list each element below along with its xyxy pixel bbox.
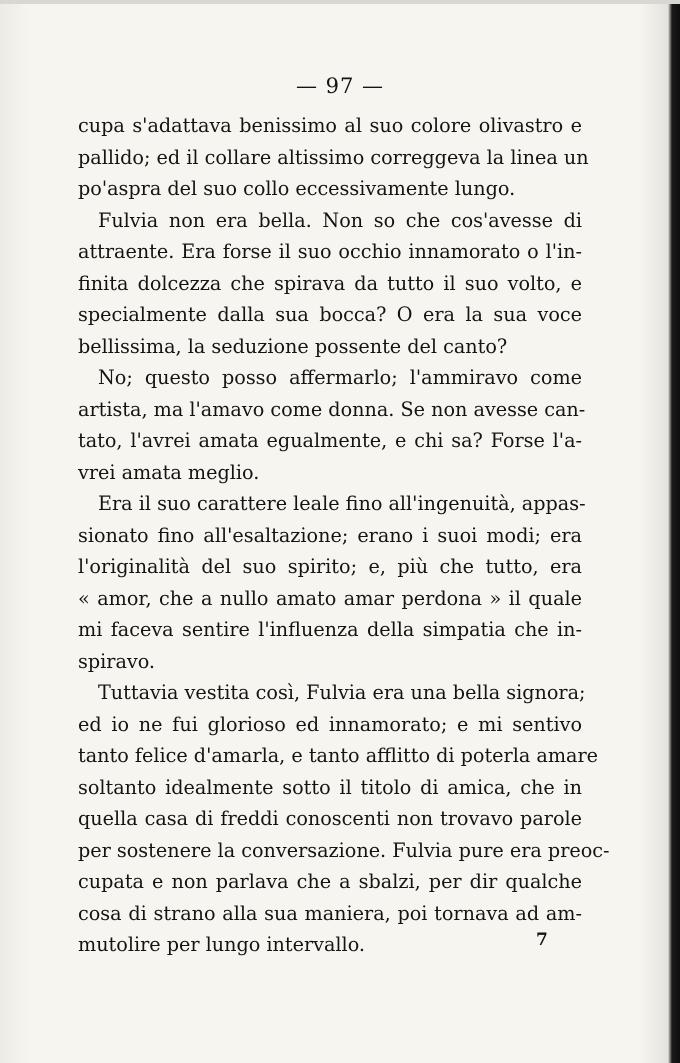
text-line: cupa s'adattava benissimo al suo colore olivastro e	[78, 114, 582, 137]
text-line: quella casa di freddi conoscenti non trovavo parole	[78, 807, 582, 830]
text-line: « amor, che a nullo amato amar perdona » il quale	[78, 586, 582, 610]
text-line: soltanto idealmente sotto il titolo di amica, che in	[78, 775, 582, 799]
text-line: po'aspra del suo collo eccessivamente lungo.	[78, 177, 516, 200]
text-line: attraente. Era forse il suo occhio innamorato o l'in-	[78, 240, 582, 263]
page-top-edge	[0, 0, 680, 4]
text-line: bellissima, la seduzione possente del canto?	[78, 334, 508, 358]
text-line: spiravo.	[78, 649, 156, 673]
text-line: cupata e non parlava che a sbalzi, per dir qualche	[78, 870, 582, 893]
text-line: vrei amata meglio.	[78, 460, 260, 484]
body-text	[78, 110, 610, 961]
text-line: mutolire per lungo intervallo.	[78, 933, 366, 956]
text-line: specialmente dalla sua bocca? O era la sua voce	[78, 303, 582, 326]
text-line: ed io ne fui glorioso ed innamorato; e mi sentivo	[78, 712, 582, 736]
text-line: sionato fino all'esaltazione; erano i suoi modi; era	[78, 523, 582, 547]
text-line: artista, ma l'amavo come donna. Se non avesse can-	[78, 397, 586, 421]
signature-mark: 7	[536, 930, 548, 950]
page-number: — 97 —	[295, 74, 385, 98]
text-line: Tuttavia vestita così, Fulvia era una bella signora;	[98, 681, 586, 704]
text-line: Era il suo carattere leale fino all'ingenuità, appas-	[98, 492, 586, 515]
text-line: No; questo posso affermarlo; l'ammiravo come	[98, 366, 582, 389]
text-line: Fulvia non era bella. Non so che cos'avesse di	[98, 208, 582, 232]
text-line: tanto felice d'amarla, e tanto afflitto di poterla amare	[78, 744, 598, 767]
text-line: l'originalità del suo spirito; e, più che tutto, era	[78, 555, 582, 578]
text-line: finita dolcezza che spirava da tutto il suo volto, e	[78, 271, 582, 295]
text-line: tato, l'avrei amata egualmente, e chi sa? Forse l'a-	[78, 429, 582, 452]
text-line: pallido; ed il collare altissimo correggeva la linea un	[78, 145, 589, 169]
text-line: mi faceva sentire l'influenza della simpatia che in-	[78, 618, 582, 641]
text-line: per sostenere la conversazione. Fulvia pure era preoc-	[78, 838, 610, 862]
text-line: cosa di strano alla sua maniera, poi tornava ad am-	[78, 901, 582, 925]
